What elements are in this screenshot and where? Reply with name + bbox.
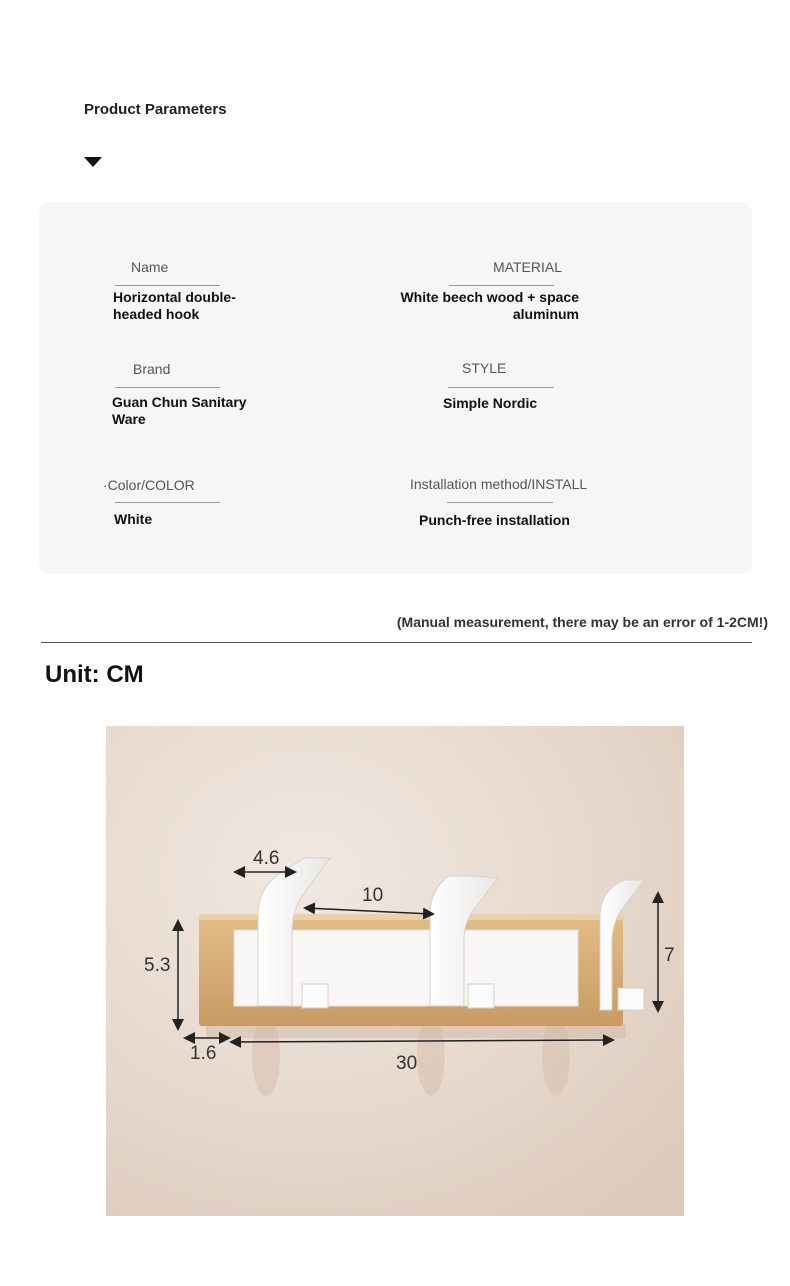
param-name-rule (115, 285, 220, 286)
param-color-value: White (114, 511, 153, 527)
param-name-value: Horizontal double-headed hook (113, 289, 236, 322)
param-style-value: Simple Nordic (443, 395, 538, 411)
param-style-rule (448, 387, 554, 388)
dim-total-height: 7 (664, 945, 675, 966)
dim-hook-depth: 4.6 (253, 848, 280, 869)
param-style-label: STYLE (462, 360, 507, 376)
param-install-rule (447, 502, 553, 503)
caret-down-icon (84, 157, 102, 167)
dim-base-height: 5.3 (144, 955, 171, 976)
parameters-card (39, 202, 752, 574)
param-install-label: Installation method/INSTALL (410, 476, 588, 492)
param-install-value: Punch-free installation (419, 512, 570, 528)
unit-label: Unit: CM (45, 661, 144, 688)
divider (41, 642, 752, 643)
param-color-label: ·Color/COLOR (103, 477, 195, 493)
param-brand-label: Brand (133, 361, 171, 377)
measurement-note: (Manual measurement, there may be an error of 1-2CM!) (396, 614, 768, 630)
param-brand-rule (115, 387, 220, 388)
dimension-diagram (106, 726, 684, 1216)
param-material-label: MATERIAL (493, 259, 562, 275)
param-brand-value: Guan Chun Sanitary Ware (112, 394, 247, 427)
section-title: Product Parameters (84, 101, 227, 118)
dim-hook-spacing: 10 (362, 885, 384, 906)
base-shadow (206, 1024, 626, 1038)
param-name-label: Name (131, 259, 169, 275)
param-material-rule (449, 285, 554, 286)
product-dimension-photo (106, 726, 684, 1216)
dim-thickness: 1.6 (190, 1043, 217, 1064)
dim-length: 30 (396, 1053, 418, 1074)
param-material-value: White beech wood + space aluminum (400, 289, 579, 322)
param-color-rule (115, 502, 220, 503)
